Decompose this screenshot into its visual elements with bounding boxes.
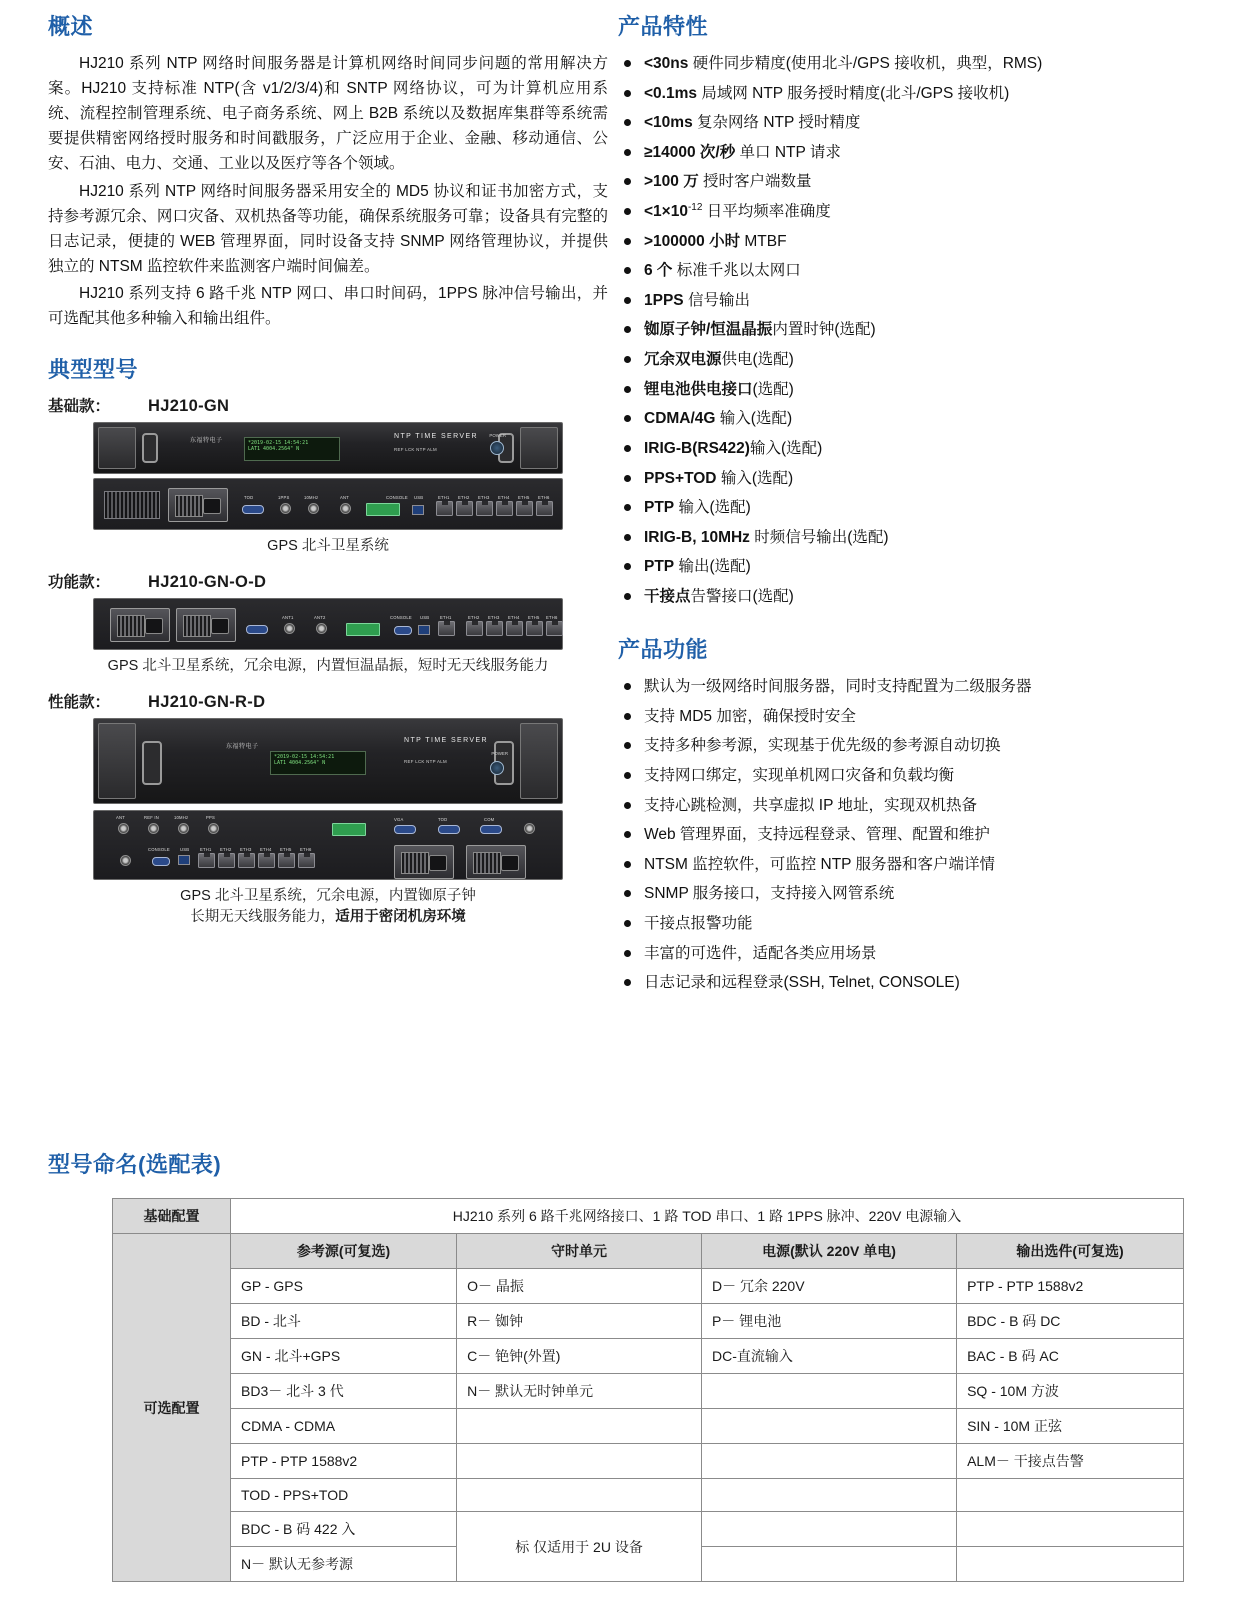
ethernet-port (536, 501, 553, 516)
feature-value: 1PPS (644, 291, 684, 309)
model-basic-head (48, 394, 608, 416)
ethernet-port (466, 621, 483, 636)
cell-power (701, 1444, 956, 1479)
port-label-1pps: 1PPS (278, 495, 290, 501)
device-image-hj210-gn-r-d-rear (93, 810, 563, 880)
cell-reference: BD3－ 北斗 3 代 (231, 1374, 457, 1409)
model-functional-name: HJ210-GN-O-D (148, 572, 267, 591)
function-item: 支持心跳检测，共享虚拟 IP 地址，实现双机热备 (618, 793, 1198, 818)
model-functional-label: 功能款： (48, 573, 111, 591)
cell-holdover (457, 1409, 702, 1444)
cell-power (701, 1547, 956, 1582)
feature-item (618, 554, 1198, 579)
feature-value: 冗余双电源 (644, 351, 722, 369)
terminal-block (366, 503, 400, 516)
lcd-line-2: LAT1 4004.2564" N (248, 446, 300, 453)
port-label-eth4: ETH4 (260, 846, 272, 852)
cell-reference: CDMA - CDMA (231, 1409, 457, 1444)
port-label-refin: REF IN (144, 814, 159, 820)
pps-connector (208, 823, 219, 834)
cell-reference: TOD - PPS+TOD (231, 1479, 457, 1512)
ethernet-port (526, 621, 543, 636)
right-column (618, 10, 1198, 1000)
ethernet-port (546, 621, 563, 636)
feature-value: IRIG-B(RS422) (644, 439, 750, 457)
cell-reference: GP - GPS (231, 1269, 457, 1304)
cell-output (957, 1512, 1184, 1547)
ref-in-connector (148, 823, 159, 834)
10mhz-connector (178, 823, 189, 834)
ethernet-port-group (436, 501, 553, 516)
cell-power (701, 1409, 956, 1444)
table-row (113, 1512, 1184, 1547)
cell-power: P－ 锂电池 (701, 1304, 956, 1339)
ethernet-port (516, 501, 533, 516)
ground-connector (120, 855, 131, 866)
port-label-tod: TOD (438, 816, 448, 822)
aux-connector (524, 823, 535, 834)
port-label-ant1: ANT1 (282, 614, 294, 620)
port-label-usb: USB (180, 846, 190, 852)
terminal-block (346, 623, 380, 636)
ethernet-port (238, 853, 255, 868)
pps-connector (280, 503, 291, 514)
feature-text: 输入(选配) (715, 410, 793, 428)
feature-value: <1×10 (644, 203, 688, 221)
feature-item (618, 317, 1198, 342)
power-supply-module-2 (176, 608, 236, 642)
feature-value: PTP (644, 499, 675, 517)
model-performance-head (48, 690, 608, 712)
port-label-com: COM (484, 816, 495, 822)
port-label-console: CONSOLE (390, 614, 412, 620)
device-image-hj210-gn-front (93, 422, 563, 474)
optional-config-label: 可选配置 (113, 1234, 231, 1582)
usb-port (418, 625, 430, 635)
ethernet-port (476, 501, 493, 516)
vent-grille (104, 491, 160, 519)
port-label-eth2: ETH2 (220, 846, 232, 852)
cell-holdover: C－ 铯钟(外置) (457, 1339, 702, 1374)
cell-power (701, 1479, 956, 1512)
feature-value: 6 个 (644, 262, 673, 280)
ethernet-port-group (466, 621, 563, 636)
model-functional-head (48, 570, 608, 592)
ethernet-port (298, 853, 315, 868)
port-label-usb: USB (414, 495, 424, 501)
feature-text: 单口 NTP 请求 (735, 143, 841, 161)
ethernet-port-group (198, 853, 315, 868)
front-handle-left (142, 741, 162, 785)
port-label-eth4: ETH4 (498, 495, 510, 501)
feature-value: >100 万 (644, 173, 699, 191)
serial-port (246, 625, 268, 634)
model-basic-name: HJ210-GN (148, 397, 230, 416)
power-button[interactable] (490, 761, 504, 775)
function-item: 默认为一级网络时间服务器，同时支持配置为二级服务器 (618, 674, 1198, 699)
port-label-console: CONSOLE (148, 846, 170, 852)
port-label-eth5: ETH5 (280, 846, 292, 852)
panel-title: NTP TIME SERVER (404, 736, 489, 744)
ethernet-port (278, 853, 295, 868)
cell-power (701, 1374, 956, 1409)
feature-item (618, 258, 1198, 283)
feature-item (618, 229, 1198, 254)
table-row (113, 1339, 1184, 1374)
cell-reference: N－ 默认无参考源 (231, 1547, 457, 1582)
port-label-ant: ANT (116, 814, 125, 820)
port-label-vga: VGA (394, 816, 404, 822)
port-label-eth6: ETH6 (538, 495, 550, 501)
device-image-hj210-gn-r-d-front (93, 718, 563, 804)
feature-item (618, 377, 1198, 402)
front-handle-left (142, 433, 158, 463)
port-label-eth6: ETH6 (546, 614, 558, 620)
feature-item (618, 199, 1198, 224)
feature-text: 授时客户端数量 (698, 173, 812, 191)
cell-output: BDC - B 码 DC (957, 1304, 1184, 1339)
ethernet-port (438, 621, 455, 636)
function-item: Web 管理界面，支持远程登录、管理、配置和维护 (618, 822, 1198, 847)
feature-text: 硬件同步精度(使用北斗/GPS 接收机，典型，RMS) (688, 55, 1043, 72)
overview-paragraph-3: HJ210 系列支持 6 路千兆 NTP 网口、串口时间码，1PPS 脉冲信号输出，并可选配其他多种输入和输出组件。 (48, 284, 608, 328)
features-title: 产品特性 (618, 14, 709, 39)
basic-config-label: 基础配置 (113, 1199, 231, 1234)
port-label-ant: ANT (340, 495, 349, 501)
cell-output: BAC - B 码 AC (957, 1339, 1184, 1374)
feature-item (618, 466, 1198, 491)
function-item: 干接点报警功能 (618, 911, 1198, 936)
feature-item (618, 169, 1198, 194)
naming-title-wrap (48, 1148, 221, 1189)
port-label-eth5: ETH5 (528, 614, 540, 620)
model-basic-caption: GPS 北斗卫星系统 (267, 538, 389, 555)
feature-text: 复杂网络 NTP 授时精度 (692, 114, 861, 132)
table-row-basic (113, 1199, 1184, 1234)
ethernet-port (218, 853, 235, 868)
terminal-block (332, 823, 366, 836)
cell-output (957, 1479, 1184, 1512)
lcd-line-2: LAT1 4004.2564" N (274, 759, 326, 766)
feature-value: >100000 小时 (644, 232, 741, 250)
cell-output: ALM－ 干接点告警 (957, 1444, 1184, 1479)
function-item: 日志记录和远程登录(SSH, Telnet, CONSOLE) (618, 970, 1198, 995)
table-row (113, 1304, 1184, 1339)
table-footnote: 标 仅适用于 2U 设备 (457, 1512, 702, 1582)
overview-paragraph-1: HJ210 系列 NTP 网络时间服务器是计算机网络时间同步问题的常用解决方案。HJ210 支持标准 NTP(含 v1/2/3/4)和 SNTP 网络协议，可为计算机应用系统、流程控制管理系统、电子商务系统、网上 B2B 系统以及数据库集群等系统需要提供精密网络授时服务和时间戳服务，广泛应用于企业、金融、移动通信、公安、石油、电力、交通、工业以及医疗等各个领域。 (48, 55, 608, 173)
feature-item (618, 347, 1198, 372)
cell-holdover: O－ 晶振 (457, 1269, 702, 1304)
feature-value: <30ns (644, 55, 689, 72)
model-block-performance (48, 690, 608, 930)
feature-text: 标准千兆以太网口 (672, 262, 801, 280)
cell-output: SQ - 10M 方波 (957, 1374, 1184, 1409)
feature-value: CDMA/4G (644, 410, 716, 428)
rack-ear-left (98, 427, 136, 469)
brand-logo: 东福特电子 (226, 743, 259, 750)
overview-paragraph-2: HJ210 系列 NTP 网络时间服务器采用安全的 MD5 协议和证书加密方式，支持参考源冗余、网口灾备、双机热备等功能，确保系统服务可靠；设备具有完整的日志记录，便捷的 WEB 管理界面，同时设备支持 SNMP 网络管理协议，并提供独立的 NTSM 监控软件来监测客户端时间偏差。 (48, 182, 608, 275)
port-label-eth1: ETH1 (438, 495, 450, 501)
model-performance-label: 性能款： (48, 693, 111, 711)
vga-port (394, 825, 416, 834)
ethernet-port (198, 853, 215, 868)
port-label-10mhz: 10MHz (174, 814, 189, 820)
cell-power: DC-直流输入 (701, 1339, 956, 1374)
feature-text: 日平均频率准确度 (702, 203, 831, 221)
power-supply-module-1 (110, 608, 170, 642)
feature-text: (选配) (752, 380, 794, 398)
feature-item (618, 288, 1198, 313)
function-item: 支持多种参考源，实现基于优先级的参考源自动切换 (618, 733, 1198, 758)
port-label-eth2: ETH2 (468, 614, 480, 620)
lcd-display (270, 751, 366, 775)
model-performance-caption-highlight: 适用于密闭机房环境 (335, 909, 466, 926)
option-table (112, 1198, 1184, 1582)
port-label-pps: PPS (206, 814, 215, 820)
feature-value: 干接点 (644, 587, 691, 605)
table-row (113, 1374, 1184, 1409)
power-label: POWER (489, 433, 506, 439)
power-supply-module-2 (466, 845, 526, 879)
port-label-10mhz: 10MHz (304, 495, 319, 501)
model-performance-caption-line-1: GPS 北斗卫星系统，冗余电源，内置铷原子钟 (180, 887, 476, 904)
feature-value: PPS+TOD (644, 469, 717, 487)
feature-value: 锂电池供电接口 (644, 380, 753, 398)
cell-reference: GN - 北斗+GPS (231, 1339, 457, 1374)
feature-item (618, 436, 1198, 461)
cell-power (701, 1512, 956, 1547)
feature-exponent: -12 (687, 201, 703, 213)
feature-value: <0.1ms (644, 84, 698, 102)
cell-holdover: R－ 铷钟 (457, 1304, 702, 1339)
port-label-eth2: ETH2 (458, 495, 470, 501)
brand-logo: 东福特电子 (190, 438, 223, 445)
cell-output (957, 1547, 1184, 1582)
function-item: SNMP 服务接口，支持接入网管系统 (618, 881, 1198, 906)
feature-text: MTBF (740, 232, 787, 250)
features-list (618, 51, 1198, 609)
port-label-eth4: ETH4 (508, 614, 520, 620)
feature-text: 内置时钟(选配) (772, 321, 876, 339)
port-label-console: CONSOLE (386, 495, 408, 501)
functions-list (618, 674, 1198, 995)
feature-item (618, 140, 1198, 165)
model-performance-name: HJ210-GN-R-D (148, 692, 266, 711)
cell-output: SIN - 10M 正弦 (957, 1409, 1184, 1444)
lcd-line-1: *2019-02-15 14:54:21 (248, 440, 309, 447)
feature-text: 输入(选配) (674, 499, 751, 517)
feature-text: 信号输出 (683, 291, 750, 309)
console-port (152, 857, 170, 866)
feature-value: <10ms (644, 114, 693, 132)
ethernet-port (496, 501, 513, 516)
feature-value: 铷原子钟/恒温晶振 (644, 321, 773, 339)
antenna-connector-2 (316, 623, 327, 634)
rack-ear-right (520, 723, 558, 799)
port-label-tod: TOD (244, 495, 254, 501)
table-row (113, 1269, 1184, 1304)
cell-output: PTP - PTP 1588v2 (957, 1269, 1184, 1304)
console-port (394, 626, 412, 635)
table-row-header (113, 1234, 1184, 1269)
ethernet-port (506, 621, 523, 636)
feature-text: 输入(选配) (749, 439, 823, 457)
ethernet-port (436, 501, 453, 516)
power-supply-module (168, 488, 228, 522)
overview-title: 概述 (48, 14, 94, 39)
10mhz-connector (308, 503, 319, 514)
cell-holdover: N－ 默认无时钟单元 (457, 1374, 702, 1409)
port-label-usb: USB (420, 614, 430, 620)
port-label-eth6: ETH6 (300, 846, 312, 852)
port-label-eth1: ETH1 (440, 614, 452, 620)
column-header-holdover: 守时单元 (457, 1234, 702, 1269)
basic-config-value: HJ210 系列 6 路千兆网络接口、1 路 TOD 串口、1 路 1PPS 脉冲、220V 电源输入 (231, 1199, 1184, 1234)
feature-text: 局域网 NTP 服务授时精度(北斗/GPS 接收机) (697, 84, 1010, 102)
device-image-hj210-gn-rear (93, 478, 563, 530)
usb-port (412, 505, 424, 515)
column-header-output: 输出选件(可复选) (957, 1234, 1184, 1269)
function-item: 支持网口绑定，实现单机网口灾备和负载均衡 (618, 763, 1198, 788)
cell-reference: BD - 北斗 (231, 1304, 457, 1339)
cell-holdover (457, 1444, 702, 1479)
cell-power: D－ 冗余 220V (701, 1269, 956, 1304)
column-header-reference: 参考源(可复选) (231, 1234, 457, 1269)
panel-title: NTP TIME SERVER (394, 433, 479, 441)
model-block-functional (48, 570, 608, 678)
feature-item (618, 525, 1198, 550)
power-supply-module-1 (394, 845, 454, 879)
lcd-display (244, 437, 340, 461)
feature-value: IRIG-B, 10MHz (644, 528, 750, 546)
model-block-basic (48, 394, 608, 558)
feature-value: PTP (644, 558, 675, 576)
port-label-eth5: ETH5 (518, 495, 530, 501)
antenna-connector (118, 823, 129, 834)
models-title: 典型型号 (48, 357, 139, 383)
table-row (113, 1479, 1184, 1512)
function-item: 支持 MD5 加密，确保授时安全 (618, 704, 1198, 729)
ethernet-port (456, 501, 473, 516)
feature-item (618, 51, 1198, 76)
port-label-eth3: ETH3 (488, 614, 500, 620)
feature-item (618, 495, 1198, 520)
antenna-connector (340, 503, 351, 514)
port-label-eth3: ETH3 (478, 495, 490, 501)
antenna-connector-1 (284, 623, 295, 634)
function-item: NTSM 监控软件，可监控 NTP 服务器和客户端详情 (618, 852, 1198, 877)
ethernet-port (258, 853, 275, 868)
feature-value: ≥14000 次/秒 (644, 143, 736, 161)
status-leds-label: REF LCK NTP ALM (404, 758, 447, 764)
option-table-wrap (112, 1198, 1184, 1582)
left-column (48, 10, 608, 941)
device-image-hj210-gn-o-d-rear (93, 598, 563, 650)
feature-item (618, 110, 1198, 135)
rack-ear-left (98, 723, 136, 799)
cell-reference: BDC - B 码 422 入 (231, 1512, 457, 1547)
lcd-line-1: *2019-02-15 14:54:21 (274, 753, 335, 760)
table-row (113, 1409, 1184, 1444)
table-row (113, 1444, 1184, 1479)
feature-item (618, 406, 1198, 431)
cell-reference: PTP - PTP 1588v2 (231, 1444, 457, 1479)
feature-text: 输入(选配) (716, 469, 794, 487)
column-header-power: 电源(默认 220V 单电) (701, 1234, 956, 1269)
naming-title: 型号命名(选配表) (48, 1152, 222, 1177)
ethernet-port (486, 621, 503, 636)
com-port (480, 825, 502, 834)
feature-text: 输出(选配) (674, 558, 751, 576)
model-functional-caption: GPS 北斗卫星系统，冗余电源，内置恒温晶振，短时无天线服务能力 (107, 657, 549, 674)
feature-item (618, 81, 1198, 106)
functions-title: 产品功能 (618, 637, 709, 663)
port-label-ant2: ANT2 (314, 614, 326, 620)
status-leds-label: REF LCK NTP ALM (394, 447, 437, 453)
power-label: POWER (491, 750, 508, 756)
usb-port (178, 855, 190, 865)
function-item: 丰富的可选件，适配各类应用场景 (618, 941, 1198, 966)
feature-text: 供电(选配) (721, 351, 794, 369)
port-label-eth1: ETH1 (200, 846, 212, 852)
feature-text: 告警接口(选配) (690, 587, 794, 605)
port-label-eth3: ETH3 (240, 846, 252, 852)
model-performance-caption (48, 886, 608, 930)
model-performance-caption-line-2: 长期无天线服务能力， (190, 909, 336, 926)
tod-port (438, 825, 460, 834)
feature-text: 时频信号输出(选配) (749, 528, 889, 546)
feature-item (618, 584, 1198, 609)
cell-holdover (457, 1479, 702, 1512)
model-basic-label: 基础款： (48, 398, 111, 416)
rack-ear-right (520, 427, 558, 469)
serial-port (242, 505, 264, 514)
